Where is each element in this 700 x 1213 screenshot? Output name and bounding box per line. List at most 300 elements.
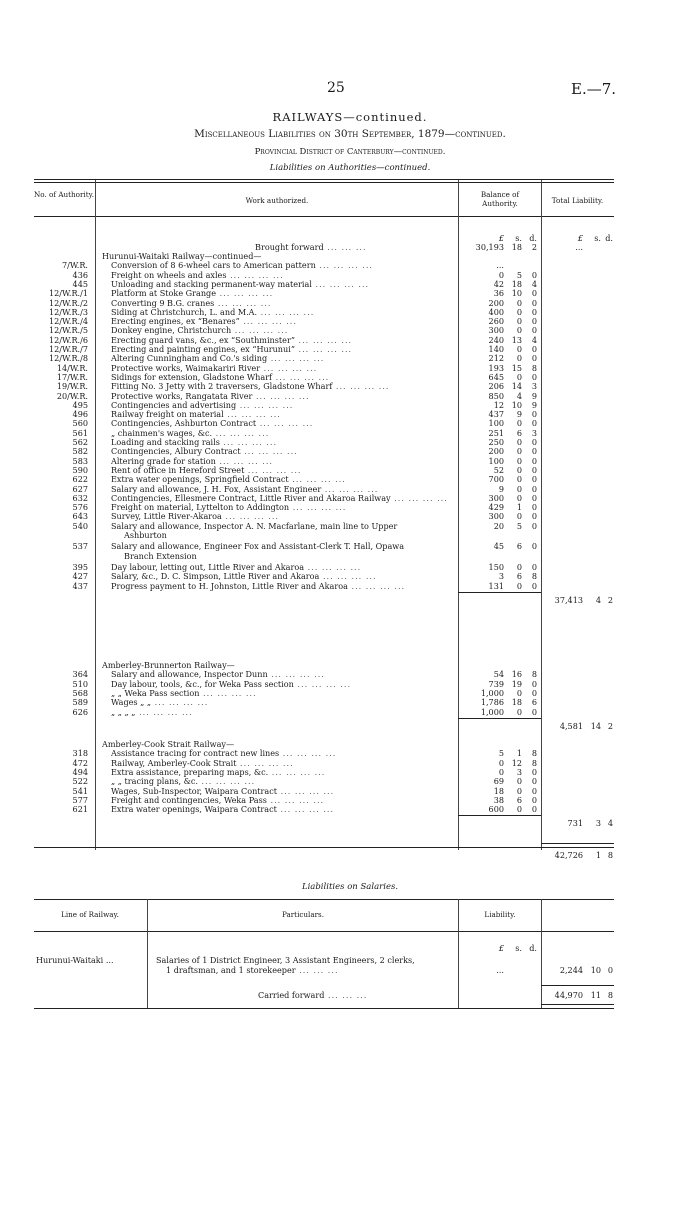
balance-shillings: 4 <box>516 390 522 401</box>
balance-shillings: 0 <box>516 446 522 457</box>
subtotal-row <box>0 722 700 731</box>
balance-shillings: 6 <box>516 794 522 805</box>
subtotal-row <box>0 596 700 605</box>
balance-pence: 0 <box>531 492 537 503</box>
balance-pence: 0 <box>531 316 537 327</box>
table-row <box>0 336 700 345</box>
table-row <box>0 582 700 591</box>
balance-pounds: 200 <box>488 446 504 457</box>
balance-pounds: 429 <box>488 502 504 513</box>
subtotal-pounds: 4,581 <box>559 720 583 731</box>
balance-pounds: 1,000 <box>480 687 504 698</box>
work-description-cont: Ashburton <box>124 531 167 540</box>
table-row <box>0 777 700 786</box>
table-row <box>0 749 700 758</box>
work-description: Freight and contingencies, Weka Pass ... ... ... ... <box>111 795 325 805</box>
table-bottom-rule <box>34 847 614 848</box>
balance-pounds: 0 <box>498 757 504 768</box>
balance-shillings: 0 <box>516 297 522 308</box>
balance-pounds: 12 <box>493 399 504 410</box>
table-row <box>0 289 700 298</box>
bf-total: ... <box>575 242 583 252</box>
balance-pounds: 150 <box>488 561 504 572</box>
balance-pounds: 739 <box>488 678 504 689</box>
sal-header-liability: Liability. <box>484 910 516 919</box>
carried-forward-row: Carried forward ... ... ... 44,970 11 8 <box>258 990 613 1000</box>
balance-shillings: 13 <box>511 334 522 345</box>
sal-total-shillings: 10 <box>590 965 601 975</box>
balance-shillings: 0 <box>516 580 522 591</box>
page-title: RAILWAYS—continued. <box>272 110 428 124</box>
table-row <box>0 382 700 391</box>
sal-total-pounds: 2,244 <box>559 965 583 975</box>
balance-shillings: 16 <box>511 669 522 680</box>
balance-shillings: 0 <box>516 492 522 503</box>
balance-pounds: 600 <box>488 804 504 815</box>
balance-pence: 0 <box>531 288 537 299</box>
authority-number: 14/W.R. <box>56 362 88 373</box>
balance-shillings: 5 <box>516 269 522 280</box>
total-shilling-label: s. <box>594 233 601 243</box>
work-description: Erecting guard vans, &c., ex “Southminster” ... ... ... ... <box>111 335 353 345</box>
balance-pence: 0 <box>531 344 537 354</box>
grand-total-shillings: 1 <box>595 850 601 860</box>
balance-shillings: 0 <box>516 706 522 717</box>
work-description: Loading and stacking rails ... ... ... ... <box>111 438 278 447</box>
balance-shillings: 0 <box>516 306 522 317</box>
balance-pounds: 9 <box>498 483 504 494</box>
balance-shillings: 0 <box>516 687 522 698</box>
balance-pence: 0 <box>531 785 537 796</box>
balance-pence: 0 <box>531 325 537 336</box>
sal-line: Hurunui-Waitaki ... <box>36 955 114 965</box>
balance-pounds: 850 <box>488 390 504 401</box>
authority-number: 436 <box>72 269 88 280</box>
sal-header-line: Line of Railway. <box>61 910 119 919</box>
balance-pence: 0 <box>531 794 537 805</box>
work-description: Salary, &c., D. C. Simpson, Little River and Akaroa ... ... ... ... <box>111 572 377 582</box>
work-description: Erecting and painting engines, ex “Hurunui” ... ... ... ... <box>111 345 353 354</box>
authority-number: 576 <box>72 502 88 513</box>
shilling-label: s. <box>515 233 522 243</box>
balance-pounds: 300 <box>488 492 504 503</box>
balance-pounds: 260 <box>488 316 504 327</box>
balance-pounds: 20 <box>493 520 504 531</box>
total-pound-label: £ <box>577 233 583 243</box>
authority-number: 437 <box>72 580 88 591</box>
total-rule <box>541 843 614 844</box>
authority-number: 583 <box>72 455 88 466</box>
balance-pounds: 3 <box>498 571 504 582</box>
authority-number: 590 <box>72 464 88 475</box>
balance-pounds: 437 <box>488 409 504 420</box>
balance-shillings: 0 <box>516 316 522 327</box>
balance-pounds: 300 <box>488 511 504 522</box>
table-row <box>0 680 700 689</box>
header-balance: Balance of Authority. <box>480 190 520 208</box>
table-row <box>0 373 700 382</box>
work-description: Siding at Christchurch, L. and M.A. ... ... ... ... <box>111 307 315 317</box>
table-row <box>0 503 700 512</box>
work-description: Salary and allowance, J. H. Fox, Assistant Engineer ... ... ... ... <box>111 484 379 494</box>
balance-pounds: 251 <box>488 427 504 438</box>
table-row <box>0 401 700 410</box>
table-row <box>0 768 700 777</box>
currency-row <box>0 234 700 243</box>
table-row <box>0 708 700 717</box>
work-description: Freight on material, Lyttelton to Addington ... ... ... ... <box>111 503 347 513</box>
balance-shillings: 0 <box>516 437 522 447</box>
page-subtitle: Miscellaneous Liabilities on 30th September, 1879—continued. <box>194 128 506 140</box>
table-row <box>0 261 700 270</box>
balance-shillings: 0 <box>516 511 522 522</box>
balance-shillings: 6 <box>516 541 522 552</box>
balance-shillings: 0 <box>516 776 522 787</box>
total-pence-label: d. <box>605 233 613 243</box>
balance-pence: 4 <box>531 334 537 345</box>
table-row <box>0 512 700 521</box>
table-row <box>0 345 700 354</box>
table-top-rule <box>34 179 614 180</box>
table-row <box>0 429 700 438</box>
balance-shillings: 3 <box>516 766 522 777</box>
balance-shillings: 0 <box>516 371 522 382</box>
authority-number: 12/W.R./2 <box>48 297 88 308</box>
work-description: Wages, Sub-Inspector, Waipara Contract ... ... ... ... <box>111 786 335 796</box>
work-description: „ „ Weka Pass section ... ... ... ... <box>111 688 257 698</box>
balance-pounds: 36 <box>493 288 504 299</box>
authority-number: 12/W.R./4 <box>48 316 88 327</box>
balance-pounds: 131 <box>488 580 504 591</box>
sal-shilling-label: s. <box>515 943 522 953</box>
subtotal-pounds: 731 <box>567 818 583 829</box>
balance-shillings: 0 <box>516 353 522 364</box>
balance-pounds: 18 <box>493 785 504 796</box>
page-number: 25 <box>327 80 345 96</box>
balance-pounds: 140 <box>488 344 504 354</box>
header-no: No. of Authority. <box>34 190 95 199</box>
balance-shillings: 0 <box>516 474 522 485</box>
balance-pence: 0 <box>531 561 537 572</box>
work-description: Sidings for extension, Gladstone Wharf ... ... ... ... <box>111 372 330 382</box>
work-description: Contingencies, Albury Contract ... ... ... ... <box>111 447 298 457</box>
salaries-bottom-rule <box>34 1008 614 1009</box>
group-title: Hurunui-Waitaki Railway—continued— <box>102 251 262 261</box>
balance-pounds: 45 <box>493 541 504 552</box>
balance-pence: 0 <box>531 418 537 429</box>
balance-shillings: 0 <box>516 561 522 572</box>
cf-total-shillings: 11 <box>590 990 601 1000</box>
table-row <box>0 796 700 805</box>
authority-number: 562 <box>72 437 88 447</box>
work-description: Donkey engine, Christchurch ... ... ... ... <box>111 326 289 336</box>
balance-pounds: 1,000 <box>480 706 504 717</box>
balance-shillings: 9 <box>516 409 522 420</box>
authority-number: 589 <box>72 697 88 708</box>
balance-pounds: 5 <box>498 748 504 759</box>
table-row <box>0 299 700 308</box>
sal-pence-label: d. <box>529 943 537 953</box>
work-description: Wages „ „ ... ... ... ... <box>111 698 209 708</box>
balance-pence: 8 <box>531 669 537 680</box>
balance-shillings: 12 <box>511 757 522 768</box>
table-header-rule <box>34 216 614 217</box>
balance-shillings: 0 <box>516 325 522 336</box>
header-work: Work authorized. <box>245 196 309 205</box>
table-row <box>0 438 700 447</box>
balance-pounds: 200 <box>488 297 504 308</box>
work-description: Protective works, Rangatata River ... ... ... ... <box>111 391 310 401</box>
sal-currency-row <box>0 944 700 953</box>
balance-pounds: 0 <box>498 269 504 280</box>
balance-pence: 0 <box>531 580 537 591</box>
work-description: Railway, Amberley-Cook Strait ... ... ... ... <box>111 758 294 768</box>
district-heading: Provincial District of Canterbury—continued. <box>254 147 446 157</box>
authority-number: 395 <box>72 561 88 572</box>
work-description: Progress payment to H. Johnston, Little River and Akaroa ... ... ... ... <box>111 581 406 591</box>
balance-pence: 8 <box>531 748 537 759</box>
table-row <box>0 542 700 551</box>
authority-number: 494 <box>72 766 88 777</box>
table-row <box>0 475 700 484</box>
balance-pence: 9 <box>531 390 537 401</box>
sal-desc-2: 1 draftsman, and 1 storekeeper <box>166 966 296 975</box>
group-title: Amberley-Cook Strait Railway— <box>102 739 235 749</box>
balance-pence: 0 <box>531 804 537 815</box>
subtotal-shillings: 14 <box>590 720 601 731</box>
grand-total-pence: 8 <box>607 850 613 860</box>
subtotal-rule <box>458 815 541 816</box>
authority-number: 568 <box>72 687 88 698</box>
authority-number: 427 <box>72 571 88 582</box>
table-row <box>0 689 700 698</box>
work-description: Day labour, tools, &c., for Weka Pass section ... ... ... ... <box>111 679 352 689</box>
work-description: Converting 9 B.G. cranes ... ... ... ... <box>111 298 272 308</box>
subtotal-pence: 4 <box>607 818 613 829</box>
balance-pence: 0 <box>531 776 537 787</box>
authority-number: 12/W.R./7 <box>48 344 88 354</box>
subtotal-row <box>0 819 700 828</box>
balance-pence: 0 <box>531 446 537 457</box>
authority-number: 17/W.R. <box>56 371 88 382</box>
subtotal-shillings: 4 <box>595 594 601 605</box>
authority-number: 622 <box>72 474 88 485</box>
balance-pence: 4 <box>531 278 537 289</box>
work-description: Extra water openings, Springfield Contract ... ... ... ... <box>111 475 346 485</box>
work-description: „ „ „ „ ... ... ... ... <box>111 707 193 717</box>
balance-pence: 0 <box>531 706 537 717</box>
bf-pence: 2 <box>531 242 537 252</box>
table-row <box>0 494 700 503</box>
cf-double-rule <box>541 1004 614 1005</box>
authority-number: 537 <box>72 541 88 552</box>
balance-pounds: 42 <box>493 278 504 289</box>
sal-desc-1: Salaries of 1 District Engineer, 3 Assistant Engineers, 2 clerks, <box>156 955 415 965</box>
header-total: Total Liability. <box>551 196 604 205</box>
balance-shillings: 0 <box>516 464 522 475</box>
balance-pence: 0 <box>531 409 537 420</box>
balance-pence: 0 <box>531 437 537 447</box>
work-description: Rent of office in Hereford Street ... ... ... ... <box>111 465 302 475</box>
balance-pence: 0 <box>531 766 537 777</box>
salary-row-cont: 1 draftsman, and 1 storekeeper ... ... ... ... 2,244 10 0 <box>166 965 613 975</box>
balance-shillings: 1 <box>516 502 522 513</box>
cf-label: Carried forward <box>258 991 325 1000</box>
balance-pence: 0 <box>531 678 537 689</box>
balance-pence: 0 <box>531 511 537 522</box>
work-description-cont: Branch Extension <box>124 551 197 561</box>
authority-number: 12/W.R./1 <box>48 288 88 299</box>
work-description: Day labour, letting out, Little River and Akaroa ... ... ... ... <box>111 562 362 572</box>
authority-number: 522 <box>72 776 88 787</box>
balance-pence: 9 <box>531 399 537 410</box>
table-row <box>0 410 700 419</box>
table-row <box>0 392 700 401</box>
balance-pounds: 300 <box>488 325 504 336</box>
balance-pence: 0 <box>531 297 537 308</box>
work-description: Survey, Little River-Akaroa ... ... ... ... <box>111 512 280 522</box>
authority-number: 561 <box>72 427 88 438</box>
table-row <box>0 326 700 335</box>
balance-pence: 0 <box>531 464 537 475</box>
table-row <box>0 317 700 326</box>
authority-number: 12/W.R./6 <box>48 334 88 345</box>
grand-total-row <box>0 851 700 860</box>
authority-number: 445 <box>72 278 88 289</box>
authority-number: 632 <box>72 492 88 503</box>
table-row-continuation <box>0 552 700 561</box>
balance-pence: 0 <box>531 520 537 531</box>
work-description: Unloading and stacking permanent-way material ... ... ... ... <box>111 279 370 289</box>
sal-header-particulars: Particulars. <box>281 910 325 919</box>
work-description: Conversion of 8 6-wheel cars to American pattern ... ... ... ... <box>111 261 373 271</box>
pound-label: £ <box>498 233 504 243</box>
subtotal-pence: 2 <box>607 720 613 731</box>
balance-pounds: 212 <box>488 353 504 364</box>
work-description: Extra water openings, Waipara Contract ... ... ... ... <box>111 805 335 815</box>
balance-pence: 0 <box>531 371 537 382</box>
balance-pounds: ... <box>496 260 504 271</box>
authority-number: 627 <box>72 483 88 494</box>
authority-number: 472 <box>72 757 88 768</box>
work-description: Contingencies, Ashburton Contract ... ... ... ... <box>111 419 314 429</box>
balance-shillings: 15 <box>511 362 522 373</box>
work-description: „ chainmen's wages, &c. ... ... ... ... <box>111 428 270 438</box>
authority-number: 12/W.R./8 <box>48 353 88 364</box>
balance-shillings: 1 <box>516 748 522 759</box>
grand-total-pounds: 42,726 <box>554 850 583 860</box>
work-description: Protective works, Waimakariri River ... ... ... ... <box>111 363 318 373</box>
balance-pounds: 250 <box>488 437 504 447</box>
authority-number: 621 <box>72 804 88 815</box>
balance-pounds: 38 <box>493 794 504 805</box>
table-row <box>0 457 700 466</box>
subtotal-pence: 2 <box>607 594 613 605</box>
table-row <box>0 354 700 363</box>
balance-pence: 0 <box>531 269 537 280</box>
balance-shillings: 10 <box>511 399 522 410</box>
work-description: Salary and allowance, Inspector A. N. Macfarlane, main line to Upper <box>111 521 398 531</box>
table-row <box>0 698 700 707</box>
balance-shillings: 0 <box>516 483 522 494</box>
authority-number: 577 <box>72 794 88 805</box>
authority-number: 7/W.R. <box>61 260 88 271</box>
balance-pounds: 100 <box>488 455 504 466</box>
table-row <box>0 572 700 581</box>
authority-number: 318 <box>72 748 88 759</box>
balance-pence: 0 <box>531 541 537 552</box>
work-description: Altering Cunningham and Co.'s siding ... ... ... ... <box>111 354 325 364</box>
authority-number: 541 <box>72 785 88 796</box>
balance-pence: 0 <box>531 474 537 485</box>
balance-pence: 3 <box>531 381 537 392</box>
brought-forward-label: Brought forward ... ... ... <box>255 243 367 252</box>
work-description: Altering grade for station ... ... ... ... <box>111 456 273 466</box>
work-description: Platform at Stoke Grange ... ... ... ... <box>111 289 274 299</box>
balance-pounds: 69 <box>493 776 504 787</box>
salary-row <box>0 956 700 965</box>
balance-shillings: 5 <box>516 520 522 531</box>
work-description: Railway freight on material ... ... ... ... <box>111 410 281 420</box>
subtotal-rule <box>458 718 541 719</box>
balance-shillings: 6 <box>516 427 522 438</box>
bf-pounds: 30,193 <box>475 242 504 252</box>
balance-pence: 6 <box>531 697 537 708</box>
authority-number: 582 <box>72 446 88 457</box>
balance-pence: 0 <box>531 687 537 698</box>
table-row <box>0 419 700 428</box>
balance-shillings: 10 <box>511 288 522 299</box>
work-description: Salary and allowance, Inspector Dunn ... ... ... ... <box>111 670 325 680</box>
balance-pence: 0 <box>531 306 537 317</box>
balance-pence: 0 <box>531 483 537 494</box>
subtotal-pounds: 37,413 <box>554 594 583 605</box>
work-description: Contingencies, Ellesmere Contract, Little River and Akaroa Railway ... ... ... ... <box>111 493 448 503</box>
authority-number: 643 <box>72 511 88 522</box>
balance-pence: 8 <box>531 362 537 373</box>
authority-number: 364 <box>72 669 88 680</box>
authority-number: 510 <box>72 678 88 689</box>
table-row <box>0 485 700 494</box>
balance-shillings: 14 <box>511 381 522 392</box>
balance-shillings: 0 <box>516 804 522 815</box>
balance-pounds: 240 <box>488 334 504 345</box>
balance-pounds: 52 <box>493 464 504 475</box>
group-title: Amberley-Brunnerton Railway— <box>102 660 235 670</box>
table-row <box>0 787 700 796</box>
balance-pounds: 1,786 <box>480 697 504 708</box>
balance-pence: 8 <box>531 757 537 768</box>
work-description: Erecting engines, ex “Benares” ... ... ... ... <box>111 317 297 327</box>
balance-pounds: 206 <box>488 381 504 392</box>
balance-pounds: 700 <box>488 474 504 485</box>
sal-total-pence: 0 <box>607 965 613 975</box>
balance-pounds: 100 <box>488 418 504 429</box>
table-row <box>0 563 700 572</box>
balance-pounds: 0 <box>498 766 504 777</box>
authority-number: 496 <box>72 409 88 420</box>
section-heading: Liabilities on Authorities—continued. <box>269 163 431 173</box>
balance-shillings: 0 <box>516 344 522 354</box>
table-row <box>0 805 700 814</box>
balance-shillings: 19 <box>511 678 522 689</box>
work-description: Contingencies and advertising ... ... ... ... <box>111 400 294 410</box>
authority-number: 495 <box>72 399 88 410</box>
table-row <box>0 447 700 456</box>
balance-shillings: 0 <box>516 785 522 796</box>
work-description: „ „ tracing plans, &c. ... ... ... ... <box>111 777 256 787</box>
work-description: Assistance tracing for contract new lines ... ... ... ... <box>111 749 337 759</box>
